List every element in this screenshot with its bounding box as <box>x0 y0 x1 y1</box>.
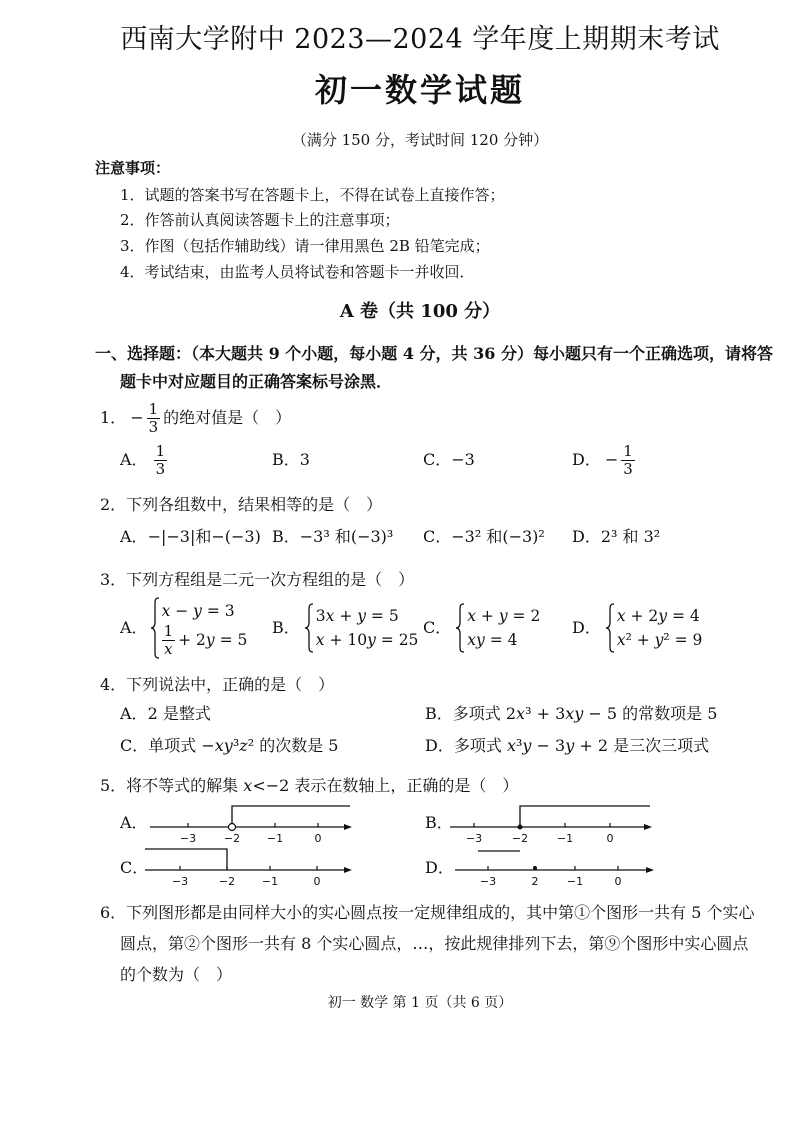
minus-sign: − <box>130 408 144 427</box>
option-text: 2 是整式 <box>147 704 211 723</box>
tick-label: 0 <box>314 832 322 845</box>
option-label: A． <box>120 527 148 546</box>
option-label: A． <box>120 618 148 637</box>
notice-heading: 注意事项： <box>95 159 171 177</box>
q2-option-c <box>423 527 545 547</box>
equation: x − y = 3 <box>161 601 235 620</box>
brace-icon <box>605 603 615 653</box>
q2-option-d <box>572 527 660 547</box>
option-label: C． <box>423 618 452 637</box>
open-circle <box>229 824 236 831</box>
q5-option-b-label: B． <box>425 813 453 832</box>
tick-label: 2 <box>531 875 539 888</box>
question-number: 1． <box>100 408 127 427</box>
q3-option-c <box>423 603 540 653</box>
fraction <box>621 443 635 478</box>
option-text: −|−3|和−(−3) <box>147 527 261 546</box>
question-6-line: 的个数为（ ） <box>120 965 233 984</box>
question-text: 的绝对值是（ ） <box>163 408 292 427</box>
section-title: A 卷（共 100 分） <box>339 301 501 322</box>
minus-sign: − <box>604 450 619 469</box>
option-text: 单项式 −xy³z² 的次数是 5 <box>148 736 339 755</box>
notice-item: 2．作答前认真阅读答题卡上的注意事项； <box>120 211 400 229</box>
tick-label: −1 <box>556 832 574 845</box>
option-text: 多项式 2x³ + 3xy − 5 的常数项是 5 <box>452 704 718 723</box>
option-text: 多项式 x³y − 3y + 2 是三次三项式 <box>453 736 710 755</box>
option-text: −3³ 和(−3)³ <box>299 527 394 546</box>
q1-option-c <box>423 440 475 480</box>
equation-system <box>467 604 540 652</box>
fraction <box>162 623 176 658</box>
denominator: 3 <box>155 459 166 478</box>
equation: x + 2y = 4 <box>616 607 700 625</box>
q1-option-a <box>120 440 170 480</box>
equation-system <box>316 604 419 652</box>
q2-option-a <box>120 527 261 547</box>
fraction <box>154 443 168 478</box>
arrow-icon <box>344 824 352 830</box>
denominator: 3 <box>623 459 633 478</box>
equation-system <box>162 599 248 658</box>
tick-label: −3 <box>179 832 197 845</box>
equation: xy = 4 <box>467 631 518 649</box>
solution-bracket <box>232 806 350 827</box>
denominator: x <box>164 639 173 658</box>
section-instruction-line1: 一、选择题：（本大题共 9 个小题，每小题 4 分，共 36 分）每小题只有一个正确选项，请将答 <box>95 344 773 363</box>
option-label: B． <box>272 527 300 546</box>
option-text: 2³ 和 3² <box>600 527 661 546</box>
option-label: D． <box>425 736 454 755</box>
numerator: 1 <box>163 621 174 640</box>
numerator: 1 <box>148 399 159 418</box>
tick-label: 0 <box>313 875 321 888</box>
q4-option-d <box>425 736 709 756</box>
q2-option-b <box>272 527 393 547</box>
tick-label: −3 <box>479 875 497 888</box>
question-6-line: 6．下列图形都是由同样大小的实心圆点按一定规律组成的，其中第①个图形一共有 5 个实心 <box>100 903 755 922</box>
tick-label: −3 <box>465 832 483 845</box>
arrow-icon <box>644 824 652 830</box>
question-2-stem: 2．下列各组数中，结果相等的是（ ） <box>100 495 383 514</box>
numerator: 1 <box>623 441 633 460</box>
brace-icon <box>150 597 160 659</box>
equation-system <box>617 604 703 652</box>
q4-option-b <box>425 704 717 724</box>
notice-item: 3．作图（包括作辅助线）请一律用黑色 2B 铅笔完成； <box>120 237 490 255</box>
tick-label: 0 <box>606 832 614 845</box>
option-label: D． <box>572 450 601 469</box>
option-label: A． <box>120 450 148 469</box>
tick-label: 0 <box>614 875 622 888</box>
exam-subtitle: 初一数学试题 <box>314 71 525 109</box>
denominator: 3 <box>148 417 159 436</box>
tick-label: −1 <box>566 875 584 888</box>
question-6-line: 圆点，第②个图形一共有 8 个实心圆点，…，按此规律排列下去，第⑨个图形中实心圆点 <box>120 934 749 953</box>
q5-option-c-label: C． <box>120 858 149 877</box>
option-label: B． <box>272 618 300 637</box>
option-value: −3 <box>451 450 475 469</box>
question-5-stem: 5．将不等式的解集 x<−2 表示在数轴上，正确的是（ ） <box>100 776 519 795</box>
option-label: C． <box>423 527 452 546</box>
equation-rest: + 2y = 5 <box>178 631 248 649</box>
solution-bracket <box>145 849 227 870</box>
q1-option-b <box>272 440 310 480</box>
tick-label: −1 <box>266 832 284 845</box>
tick-label: −2 <box>223 832 241 845</box>
notice-item: 4．考试结束，由监考人员将试卷和答题卡一并收回． <box>120 263 475 281</box>
solution-bracket <box>520 806 650 827</box>
equation: x² + y² = 9 <box>616 631 703 649</box>
q3-option-b <box>272 603 418 653</box>
tick-label: −1 <box>261 875 279 888</box>
equation: 3x + y = 5 <box>315 607 399 625</box>
q1-option-d <box>572 440 638 480</box>
numerator: 1 <box>155 441 166 460</box>
option-text: −3² 和(−3)² <box>451 527 545 546</box>
equation: x + 10y = 25 <box>315 631 419 649</box>
page-footer: 初一 数学 第 1 页（共 6 页） <box>327 995 513 1011</box>
tick-label: −3 <box>171 875 189 888</box>
question-4-stem: 4．下列说法中，正确的是（ ） <box>100 675 335 694</box>
tick-label: −2 <box>218 875 236 888</box>
option-value: 3 <box>299 450 310 469</box>
question-1-stem <box>100 399 291 437</box>
exam-info: （满分 150 分，考试时间 120 分钟） <box>291 131 549 149</box>
equation: x + y = 2 <box>467 607 541 625</box>
option-label: B． <box>425 704 453 723</box>
fraction <box>147 401 161 436</box>
arrow-icon <box>344 867 352 873</box>
option-label: D． <box>572 527 601 546</box>
q5-option-a-label: A． <box>120 813 148 832</box>
q4-option-c <box>120 736 338 756</box>
arrow-icon <box>646 867 654 873</box>
tick-label: −2 <box>511 832 529 845</box>
option-label: B． <box>272 450 300 469</box>
q5-option-d-label: D． <box>425 858 454 877</box>
option-label: D． <box>572 618 601 637</box>
question-3-stem: 3．下列方程组是二元一次方程组的是（ ） <box>100 570 415 589</box>
equation <box>162 623 248 658</box>
q3-option-d <box>572 603 702 653</box>
notice-item: 1．试题的答案书写在答题卡上，不得在试卷上直接作答； <box>120 186 505 204</box>
brace-icon <box>455 603 465 653</box>
option-label: C． <box>423 450 452 469</box>
solid-dot <box>533 866 537 870</box>
solid-dot <box>518 825 523 830</box>
brace-icon <box>304 603 314 653</box>
q4-option-a <box>120 704 211 724</box>
section-instruction-line2: 题卡中对应题目的正确答案标号涂黑． <box>120 372 393 391</box>
option-label: C． <box>120 736 149 755</box>
q5-option-c-number-line <box>140 838 360 890</box>
q5-option-d-number-line <box>440 838 660 890</box>
exam-title: 西南大学附中 2023—2024 学年度上期期末考试 <box>120 24 720 55</box>
q3-option-a <box>120 596 247 660</box>
option-label: A． <box>120 704 148 723</box>
